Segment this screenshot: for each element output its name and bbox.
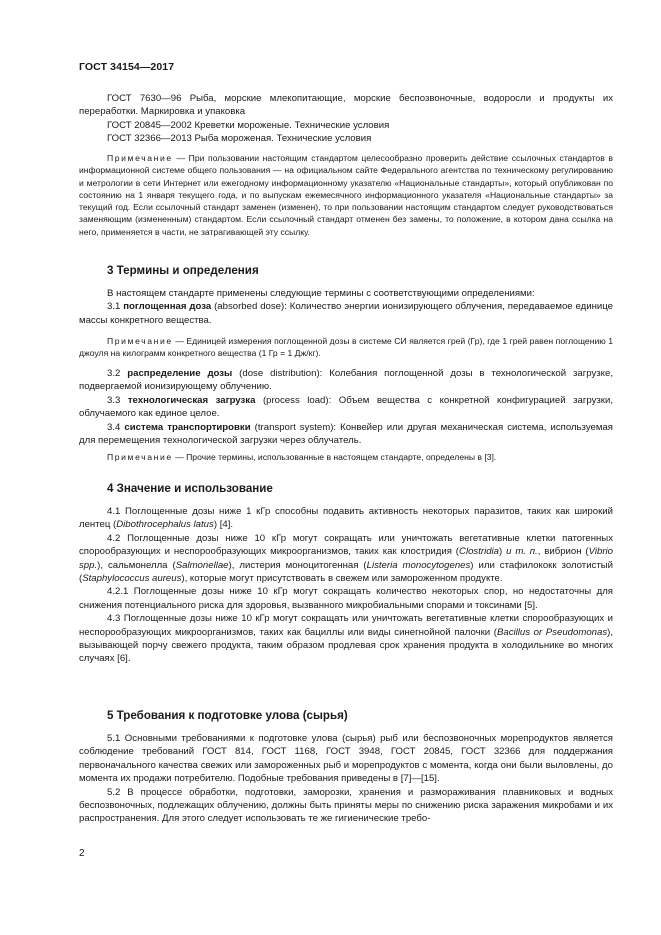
reference-item: ГОСТ 7630—96 Рыба, морские млекопитающие, морские беспозвоночные, водоросли и продукты их переработки. Маркировка и упаковка [79, 93, 613, 118]
note-label: Примечание [107, 153, 173, 163]
section-4-body [79, 505, 613, 666]
paragraph-4-3: 4.3 Поглощенные дозы ниже 10 кГр могут сокращать или уничтожать вегетативные клетки спорообразующих и неспорообразующих микроорганизмов, таких как бациллы или виды синегнойной палочки (Bacillus or Pseudomonas), вызывающей порчу свежего продукта, таким образом продлевая срок хранения продукта в холодильнике во многих случаях [6]. [79, 613, 613, 665]
term: распределение дозы [127, 368, 233, 379]
reference-item: ГОСТ 20845—2002 Креветки мороженые. Технические условия [107, 119, 390, 131]
term: поглощенная доза [123, 301, 212, 313]
reference-item: ГОСТ 32366—2013 Рыба мороженая. Технические условия [107, 133, 372, 145]
references-block [79, 92, 613, 146]
document-header: ГОСТ 34154—2017 [79, 61, 175, 73]
note-text: — Единицей измерения поглощенной дозы в системе СИ является грей (Гр), где 1 грей равен поглощению 1 джоуля на килограмм конкретного вещества (1 Гр = 1 Дж/кг). [79, 336, 613, 359]
term: технологическая загрузка [127, 394, 256, 406]
section-5-body [79, 732, 613, 826]
section-3-body [79, 287, 613, 327]
section-title: 3 Термины и определения [107, 264, 259, 277]
term: система транспортировки [124, 421, 251, 433]
paragraph-5-1: 5.1 Основными требованиями к подготовке улова (сырья) рыб или беспозвоночных морепродуктов является соблюдение требований ГОСТ 814, ГОСТ 1168, ГОСТ 3948, ГОСТ 20845, ГОСТ 32366 для поддержания первоначального качества свежих или замороженных рыб и морепродуктов с момента, когда они были выловлены, до момента их продажи потребителю. Подобные требования приведены в [7]—[15]. [79, 733, 613, 785]
note-referenced-standards [79, 152, 613, 238]
note-label: Примечание [107, 452, 173, 462]
section-3 [79, 263, 613, 279]
page-number: 2 [79, 848, 85, 859]
note-text: — При пользовании настоящим стандартом целесообразно проверить действие ссылочных стандартов в информационной системе общего пользования — на официальном сайте Федерального агентства по техническому регулированию и метрологии в сети Интернет или ежегодному информационному указателю «Национальные стандарты», который опубликован по состоянию на 1 января текущего года, и по выпускам ежемесячного информационного указателя «Национальные стандарты» за текущий год. Если ссылочный стандарт заменен (изменен), то при пользовании настоящим стандартом следует руководствоваться заменяющим (измененным) стандартом. Если ссылочный стандарт отменен без замены, то положение, в котором дана ссылка на него, применяется в части, не затрагивающей эту ссылку. [79, 153, 613, 237]
section-intro: В настоящем стандарте применены следующие термины с соответствующими определениями: [107, 288, 535, 299]
note-label: Примечание [107, 336, 173, 346]
term-definition: 3.4 система транспортировки (transport system): Конвейер или другая механическая система, используемая для перемещения технологической загрузки через облучатель. [79, 421, 613, 447]
section-3-terms [79, 367, 613, 447]
paragraph-4-1: 4.1 Поглощенные дозы ниже 1 кГр способны подавить активность некоторых паразитов, таких как широкий лентец (Dibothrocephalus latus) [4]. [79, 506, 613, 531]
paragraph-5-2: 5.2 В процессе обработки, подготовки, заморозки, хранения и размораживания плавниковых и водных беспозвоночных, подлежащих облучению, должны быть приняты меры по снижению риска заражения микробами и их распространения. Для этого следует использовать те же гигиенические требо- [79, 786, 613, 825]
section-title: 4 Значение и использование [107, 482, 273, 495]
paragraph-4-2: 4.2 Поглощенные дозы ниже 10 кГр могут сокращать или уничтожать вегетативные клетки патогенных спорообразующих и неспорообразующих микроорганизмов, таких как клостридия (Clostridia) и т. п., вибрион (Vibrio spp.), сальмонелла (Salmonellae), листерия моноцитогенная (Listeria monocytogenes) или стафилококк золотистый (Staphylococcus aureus), которые могут присутствовать в свежем или замороженном продукте. [79, 532, 613, 585]
term-definition: 3.2 распределение дозы (dose distribution): Колебания поглощенной дозы в технологической загрузке, подвергаемой ионизирующему облучению. [79, 368, 613, 393]
note-other-terms [79, 451, 613, 463]
section-4 [79, 481, 613, 497]
note-absorbed-dose [79, 335, 613, 360]
section-5 [79, 708, 613, 724]
term-definition: 3.3 технологическая загрузка (process load): Объем вещества с конкретной конфигурацией загрузки, облучаемого как единое целое. [79, 394, 613, 420]
term-definition: 3.1 поглощенная доза (absorbed dose): Количество энергии ионизирующего облучения, передаваемое единице массы конкретного вещества. [79, 301, 613, 326]
section-title: 5 Требования к подготовке улова (сырья) [107, 709, 348, 722]
paragraph-4-2-1: 4.2.1 Поглощенные дозы ниже 10 кГр могут сокращать количество некоторых спор, но недостаточны для снижения потенциального риска для здоровья, вызванного микробиальными спорами и токсинами [5]. [79, 586, 613, 611]
note-text: — Прочие термины, использованные в настоящем стандарте, определены в [3]. [172, 452, 497, 462]
